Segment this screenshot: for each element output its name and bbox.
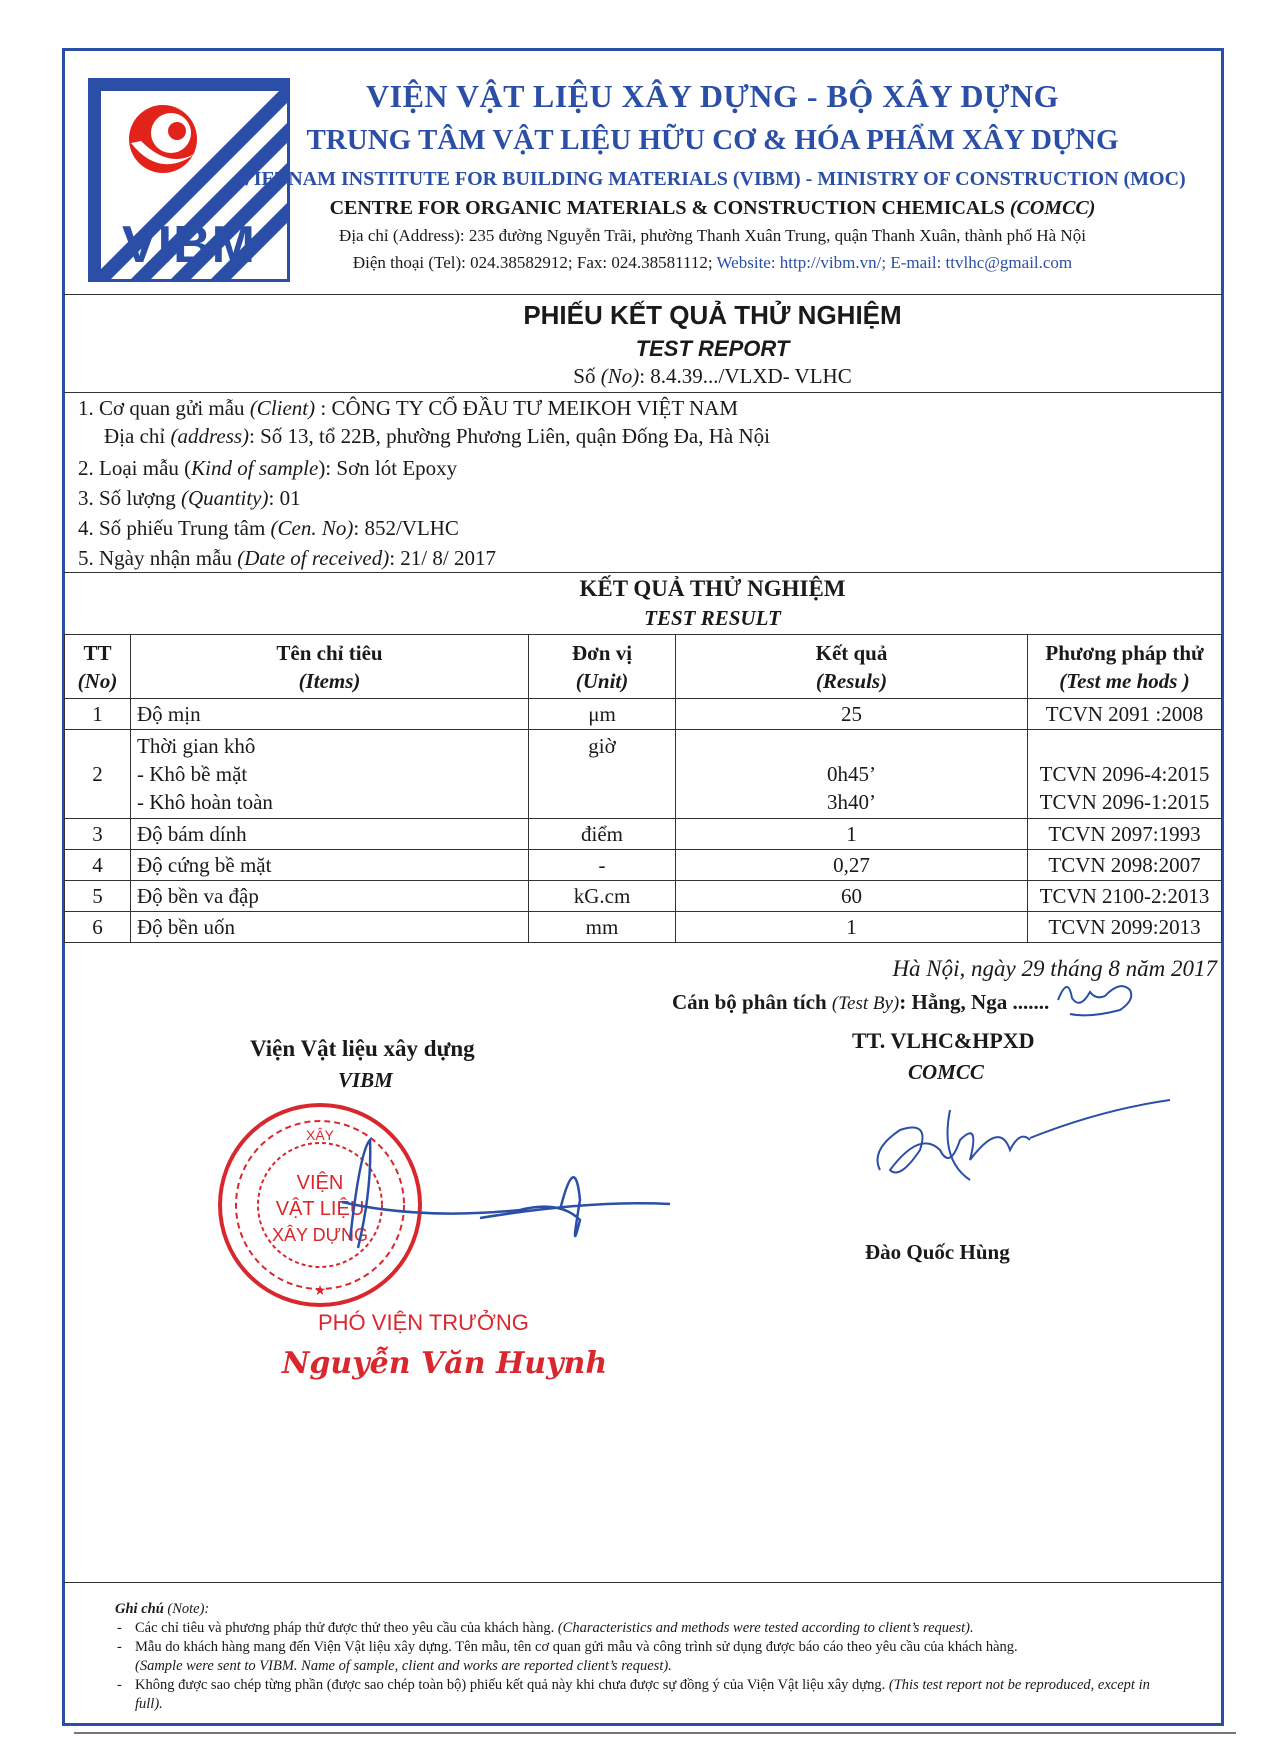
- date-received-line: 5. Ngày nhận mẫu (Date of received): 21/ 8/ 2017: [78, 546, 496, 570]
- svg-text:VẬT LIỆU: VẬT LIỆU: [275, 1198, 365, 1220]
- divider: [64, 392, 1222, 393]
- right-signer-abbr: COMCC: [908, 1060, 984, 1084]
- stamp-title: PHÓ VIỆN TRƯỞNG: [318, 1310, 529, 1335]
- results-title-en: TEST RESULT: [644, 606, 781, 630]
- head-signature: [860, 1090, 1180, 1200]
- header-contact: Điện thoại (Tel): 024.38582912; Fax: 024.38581112; Website: http://vibm.vn/; E-mail: ttvlhc@gmail.com: [352, 253, 1073, 272]
- divider: [64, 294, 1222, 295]
- institute-name-en: VIETNAM INSTITUTE FOR BUILDING MATERIALS (VIBM) - MINISTRY OF CONSTRUCTION (MOC): [239, 168, 1186, 190]
- table-row: 4 Độ cứng bề mặt - 0,27 TCVN 2098:2007: [65, 850, 1222, 881]
- notes-heading: Ghi chú (Note):: [115, 1601, 210, 1617]
- svg-text:XÂY DỰNG: XÂY DỰNG: [271, 1225, 369, 1245]
- table-row: 1 Độ mịn μm 25 TCVN 2091 :2008: [65, 699, 1222, 730]
- header-no: TT (No): [65, 635, 131, 699]
- svg-text:VIỆN: VIỆN: [296, 1172, 344, 1194]
- left-signer-abbr: VIBM: [338, 1068, 393, 1092]
- institute-name-vn: VIỆN VẬT LIỆU XÂY DỰNG - BỘ XÂY DỰNG: [366, 78, 1059, 114]
- sample-kind-line: 2. Loại mẫu (Kind of sample): Sơn lót Epoxy: [78, 456, 458, 480]
- tester-signature: [1050, 970, 1140, 1020]
- report-number: Số (No): 8.4.39.../VLXD- VLHC: [573, 364, 852, 388]
- note-item: - Không được sao chép từng phần (được sao chép toàn bộ) phiếu kết quả này khi chưa được sự đồng ý của Viện Vật liệu xây dựng. (This test report not be reproduced, except in full).: [115, 1676, 1175, 1714]
- signature-date: Hà Nội, ngày 29 tháng 8 năm 2017: [892, 956, 1217, 981]
- table-row: 6 Độ bền uốn mm 1 TCVN 2099:2013: [65, 912, 1222, 943]
- report-title-vn: PHIẾU KẾT QUẢ THỬ NGHIỆM: [523, 300, 902, 330]
- header-items: Tên chỉ tiêu (Items): [131, 635, 529, 699]
- results-title-vn: KẾT QUẢ THỬ NGHIỆM: [579, 576, 846, 601]
- centre-name-en: CENTRE FOR ORGANIC MATERIALS & CONSTRUCTION CHEMICALS (COMCC): [329, 197, 1096, 219]
- header-method: Phương pháp thử (Test me hods ): [1028, 635, 1222, 699]
- logo-text: VIBM: [122, 216, 256, 274]
- left-signer-org: Viện Vật liệu xây dựng: [250, 1036, 475, 1061]
- table-row: 3 Độ bám dính điểm 1 TCVN 2097:1993: [65, 819, 1222, 850]
- divider: [64, 572, 1222, 573]
- table-row: 2 Thời gian khô - Khô bề mặt - Khô hoàn toàn giờ 0h45’ 3h40’ TCVN 2096-4:2015 TCVN 2096-1:2015: [65, 730, 1222, 819]
- table-header-row: [65, 635, 1222, 699]
- centre-name-vn: TRUNG TÂM VẬT LIỆU HỮU CƠ & HÓA PHẨM XÂY DỰNG: [306, 124, 1119, 156]
- stamp-name: Nguyễn Văn Huynh: [282, 1346, 608, 1381]
- website-email-link[interactable]: Website: http://vibm.vn/; E-mail: ttvlhc@gmail.com: [716, 253, 1073, 272]
- svg-text:★: ★: [313, 1283, 327, 1299]
- divider: [64, 1582, 1222, 1583]
- report-title-en: TEST REPORT: [635, 336, 790, 361]
- results-table: [64, 634, 1222, 943]
- right-signer-name: Đào Quốc Hùng: [865, 1240, 1010, 1264]
- tested-by: Cán bộ phân tích (Test By): Hằng, Nga .......: [672, 990, 1050, 1014]
- notes-section: [115, 1600, 1175, 1714]
- note-item: - Các chỉ tiêu và phương pháp thử được thử theo yêu cầu của khách hàng. (Characteristics and methods were tested according to client’s request).: [115, 1619, 1175, 1638]
- director-signature: [330, 1130, 680, 1260]
- note-item: - Mẫu do khách hàng mang đến Viện Vật liệu xây dựng. Tên mẫu, tên cơ quan gửi mẫu và công trình sử dụng được báo cáo theo yêu cầu của khách hàng. (Sample were sent to VIBM. Name of sample, client and works are reported client’s request).: [115, 1638, 1175, 1676]
- client-address-line: Địa chỉ (address): Số 13, tổ 22B, phường Phương Liên, quận Đống Đa, Hà Nội: [104, 424, 770, 448]
- centre-number-line: 4. Số phiếu Trung tâm (Cen. No): 852/VLHC: [78, 516, 459, 540]
- header-result: Kết quả (Resuls): [676, 635, 1028, 699]
- client-line: 1. Cơ quan gửi mẫu (Client) : CÔNG TY CỔ ĐẦU TƯ MEIKOH VIỆT NAM: [78, 396, 739, 420]
- quantity-line: 3. Số lượng (Quantity): 01: [78, 486, 301, 510]
- header-unit: Đơn vị (Unit): [529, 635, 676, 699]
- right-signer-org: TT. VLHC&HPXD: [852, 1028, 1035, 1053]
- table-row: 5 Độ bền va đập kG.cm 60 TCVN 2100-2:2013: [65, 881, 1222, 912]
- header-address: Địa chỉ (Address): 235 đường Nguyễn Trãi, phường Thanh Xuân Trung, quận Thanh Xuân, thành phố Hà Nội: [339, 226, 1086, 245]
- svg-text:XÂY: XÂY: [305, 1127, 335, 1143]
- page-shadow-edge: [74, 1726, 1236, 1734]
